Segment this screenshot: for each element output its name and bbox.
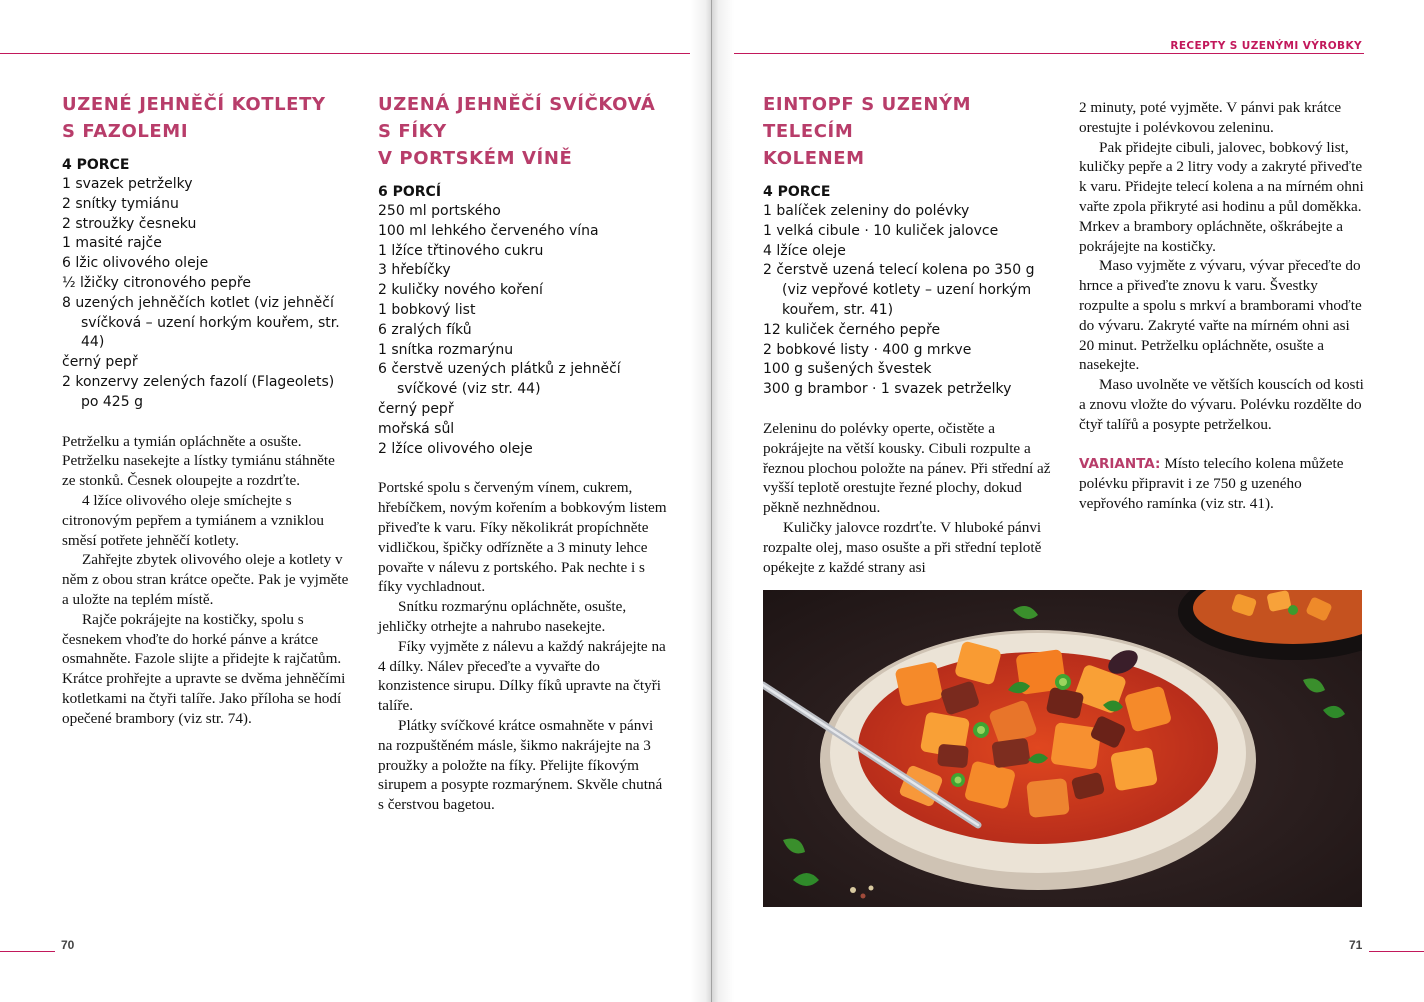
method-paragraph: Petrželku a tymián opláchněte a osušte. Petrželku nasekejte a lístky tymiánu stáhněte ze stonků. Česnek oloupejte a rozdrťte. xyxy=(62,432,335,490)
recipe-title xyxy=(378,91,668,172)
recipe-title-line: EINTOPF S UZENÝM TELECÍM xyxy=(763,94,972,142)
food-photo-illustration xyxy=(763,590,1362,907)
bottom-rule-left xyxy=(0,951,55,952)
recipe-title-line: KOLENEM xyxy=(763,148,865,169)
ingredient: 3 hřebíčky xyxy=(378,262,451,279)
ingredient: 8 uzených jehněčích kotlet (viz jehněčí svíčková – uzení horkým kouřem, str. 44) xyxy=(62,294,340,351)
method-paragraph: Zeleninu do polévky operte, očistěte a pokrájejte na větší kousky. Cibuli rozpulte a řeznou plochou položte na pánev. Při střední až vyšší teplotě orestujte řezné plochy, dokud pěkně nezhnědnou. xyxy=(763,419,1051,517)
ingredient: 4 lžíce oleje xyxy=(763,242,846,259)
recipe-title-line: V PORTSKÉM VÍNĚ xyxy=(378,148,573,169)
ingredient: 1 masité rajče xyxy=(62,235,162,252)
ingredient: 2 snítky tymiánu xyxy=(62,195,179,212)
ingredient: ½ lžičky citronového pepře xyxy=(62,274,251,291)
ingredient: 2 čerstvě uzená telecí kolena po 350 g (viz vepřové kotlety – uzení horkým kouřem, str. 41) xyxy=(763,262,1035,318)
portions: 6 PORCÍ xyxy=(378,184,442,200)
ingredient: 250 ml portského xyxy=(378,203,501,219)
ingredient-list xyxy=(62,175,352,413)
top-rule-left xyxy=(0,53,690,54)
method-paragraph: Zahřejte zbytek olivového oleje a kotlety v něm z obou stran krátce opečte. Pak je vyjměte a uložte na teplém místě. xyxy=(62,551,349,608)
ingredient: 100 g sušených švestek xyxy=(763,361,932,378)
method-paragraph: Maso vyjměte z vývaru, vývar přeceďte do hrnce a přiveďte znovu k varu. Švestky rozpulte a spolu s mrkví a bramborami vhoďte do vývaru. Zakryté vařte na mírném ohni asi 20 minut. Petrželku opláchněte, osušte a nasekejte. xyxy=(1079,257,1362,374)
method-paragraph: Pak přidejte cibuli, jalovec, bobkový list, kuličky pepře a 2 litry vody a zakryté přiveďte k varu. Přidejte telecí kolena a na mírném ohni vařte zpola přikryté asi hodinu a půl doměkka. Mrkev a brambory opláchněte, oškrábejte a pokrájejte na kostičky. xyxy=(1079,138,1364,255)
ingredient: 2 konzervy zelených fazolí (Flageolets) po 425 g xyxy=(62,373,335,410)
recipe-title-line: S FAZOLEMI xyxy=(62,121,189,142)
recipe-title xyxy=(763,91,1053,172)
ingredient: 2 kuličky nového koření xyxy=(378,282,543,299)
method-paragraph: 2 minuty, poté vyjměte. V pánvi pak krátce orestujte i polévkovou zeleninu. xyxy=(1079,99,1342,136)
recipe-title xyxy=(62,91,352,145)
method-text xyxy=(763,419,1053,577)
gutter-shadow xyxy=(690,0,734,1002)
method-paragraph: Portské spolu s červeným vínem, cukrem, hřebíčkem, novým kořením a bobkovým listem přiveďte k varu. Fíky několikrát propíchněte vidličkou, špičky odřízněte a 3 minuty lehce povařte v nálevu z portského. Pak nechte i s fíky vychladnout. xyxy=(378,479,667,596)
ingredient: 1 velká cibule · 10 kuliček jalovce xyxy=(763,222,999,239)
ingredient: 6 lžic olivového oleje xyxy=(62,255,209,272)
recipe-title-line: UZENÉ JEHNĚČÍ KOTLETY xyxy=(62,94,326,115)
recipe-column-4 xyxy=(1079,98,1364,514)
recipe-column-2 xyxy=(378,91,668,815)
method-paragraph: Rajče pokrájejte na kostičky, spolu s česnekem vhoďte do horké pánve a krátce osmahněte. Fazole slijte a přidejte k rajčatům. Krátce prohřejte a upravte se dvěma jehněčími kotletkami na čtyři talíře. Jako příloha se hodí opečené brambory (viz str. 74). xyxy=(62,610,346,727)
ingredient: 6 zralých fíků xyxy=(378,321,472,338)
ingredient: 1 snítka rozmarýnu xyxy=(378,341,514,358)
running-head: RECEPTY S UZENÝMI VÝROBKY xyxy=(1170,40,1362,52)
method-text xyxy=(378,478,668,815)
eintopf-bowl-photo xyxy=(763,590,1362,907)
top-rule-right xyxy=(734,53,1364,54)
method-paragraph: Plátky svíčkové krátce osmahněte v pánvi na rozpuštěném másle, šikmo nakrájejte na 3 proužky a položte na fíky. Přelijte fíkovým sirupem a posypte rozmarýnem. Skvěle chutná s čerstvou bagetou. xyxy=(378,716,663,814)
method-paragraph: 4 lžíce olivového oleje smíchejte s citronovým pepřem a tymiánem a vzniklou směsí potřete jehněčí kotlety. xyxy=(62,491,324,549)
variant-text: Místo telecího kolena můžete polévku připravit i ze 750 g uzeného vepřového ramínka (viz str. 41). xyxy=(1079,454,1344,513)
method-paragraph: Snítku rozmarýnu opláchněte, osušte, jehličky otrhejte a nahrubo nasekejte. xyxy=(378,598,627,635)
ingredient: 1 bobkový list xyxy=(378,301,476,318)
ingredient: 300 g brambor · 1 svazek petrželky xyxy=(763,381,1012,398)
page-number-right: 71 xyxy=(1349,938,1363,952)
recipe-column-3 xyxy=(763,91,1053,577)
ingredient: 6 čerstvě uzených plátků z jehněčí svíčkové (viz str. 44) xyxy=(378,361,621,398)
ingredient: mořská sůl xyxy=(378,420,455,437)
portions: 4 PORCE xyxy=(763,184,831,200)
ingredient: 12 kuliček černého pepře xyxy=(763,321,941,338)
recipe-title-line: UZENÁ JEHNĚČÍ SVÍČKOVÁ S FÍKY xyxy=(378,94,656,142)
method-paragraph: Maso uvolněte ve větších kouscích od kosti a znovu vložte do vývaru. Polévku rozdělte do čtyř talířů a posypte petrželkou. xyxy=(1079,376,1364,433)
method-text xyxy=(62,432,352,729)
bottom-rule-right xyxy=(1369,951,1424,952)
portions: 4 PORCE xyxy=(62,157,130,173)
variant-label: VARIANTA: xyxy=(1079,455,1161,472)
ingredient: černý pepř xyxy=(378,400,454,417)
method-paragraph: Fíky vyjměte z nálevu a každý nakrájejte na 4 dílky. Nálev přeceďte a vyvařte do konzistence sirupu. Dílky fíků upravte na čtyři talíře. xyxy=(378,637,666,715)
method-paragraph: Kuličky jalovce rozdrťte. V hluboké pánvi rozpalte olej, maso osušte a při střední teplotě opékejte z každé strany asi xyxy=(763,518,1042,576)
gutter-line xyxy=(711,0,712,1002)
page-number-left: 70 xyxy=(61,938,75,952)
recipe-column-1 xyxy=(62,91,352,729)
method-text-continued xyxy=(1079,98,1364,514)
ingredient: černý pepř xyxy=(62,354,138,371)
ingredient: 1 svazek petrželky xyxy=(62,176,193,192)
ingredient-list xyxy=(763,202,1053,400)
ingredient: 100 ml lehkého červeného vína xyxy=(378,222,599,239)
ingredient: 2 stroužky česneku xyxy=(62,215,197,232)
ingredient: 2 lžíce olivového oleje xyxy=(378,440,533,457)
variant-note xyxy=(1079,454,1364,514)
ingredient-list xyxy=(378,202,668,459)
ingredient: 1 lžíce třtinového cukru xyxy=(378,242,544,259)
ingredient: 2 bobkové listy · 400 g mrkve xyxy=(763,341,972,358)
ingredient: 1 balíček zeleniny do polévky xyxy=(763,203,970,219)
